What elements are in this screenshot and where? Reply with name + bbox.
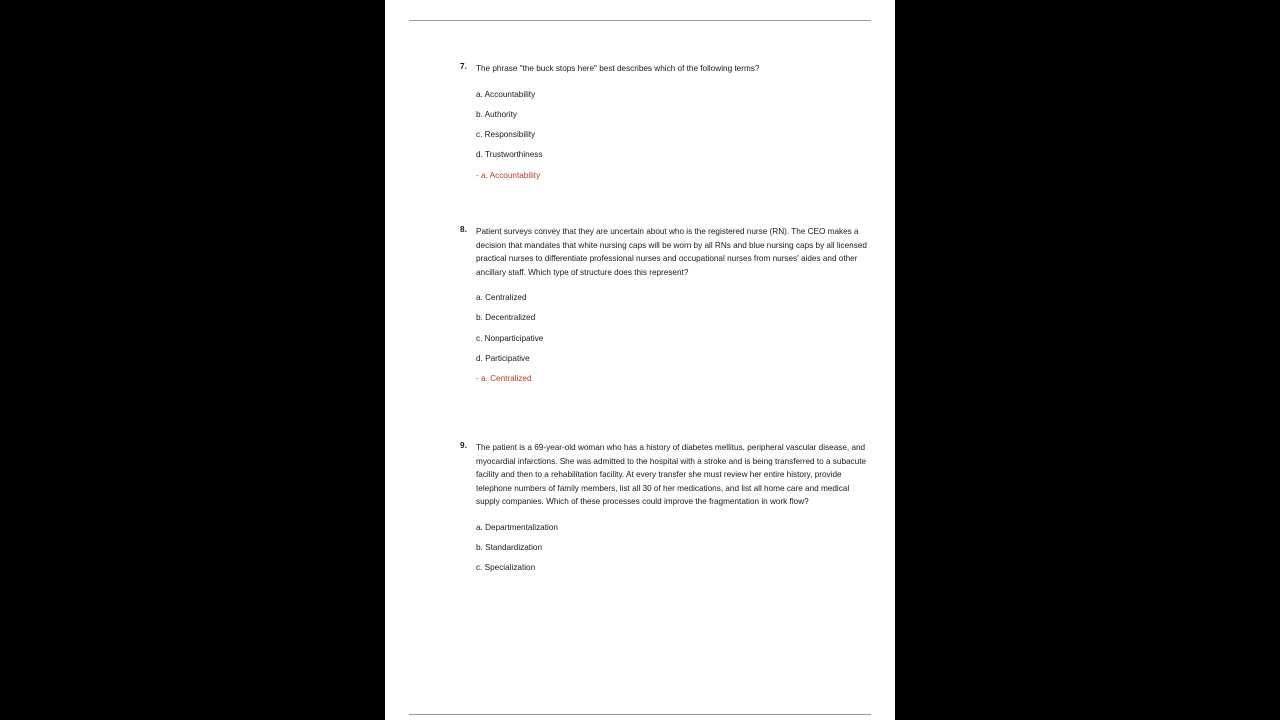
question-text: Patient surveys convey that they are uncertain about who is the registered nurse (RN). The CEO makes a decision that mandates that white nursing caps will be worn by all RNs and blue nursing caps by all licensed practical nurses to differentiate professional nurses and occupational nurses from nurses' aides and other ancillary staff. Which type of structure does this represent? — [476, 227, 867, 277]
option-item[interactable]: a. Departmentalization — [476, 522, 558, 532]
question-text: The phrase "the buck stops here" best describes which of the following terms? — [476, 64, 760, 73]
option-item[interactable]: c. Specialization — [476, 563, 536, 573]
question-text: The patient is a 69-year-old woman who has a history of diabetes mellitus, peripheral vascular disease, and myocardial infarctions. She was admitted to the hospital with a stroke and is being transferred to a subacute facility and then to a rehabilitation facility. At every transfer she must review her entire history, provide telephone numbers of family members, list all 30 of her medications, and list all home care and medical supply companies. Which of these processes could improve the fragmentation in work flow? — [476, 443, 867, 506]
question-row — [385, 225, 895, 279]
answer-text: - a. Accountability — [476, 170, 541, 180]
page-top-rule — [409, 20, 871, 21]
option-item[interactable]: b. Decentralized — [476, 313, 536, 323]
option-list — [385, 85, 895, 186]
option-list — [385, 518, 895, 579]
answer-text: - a. Centralized — [476, 374, 532, 384]
question-number: 9. — [460, 441, 468, 450]
question-block — [385, 441, 895, 578]
option-item[interactable]: b. Standardization — [476, 542, 542, 552]
option-item[interactable]: c. Nonparticipative — [476, 333, 544, 343]
question-row — [385, 441, 895, 509]
question-row — [385, 62, 895, 76]
option-item[interactable]: a. Centralized — [476, 293, 527, 302]
question-number: 7. — [460, 62, 468, 71]
option-item[interactable]: a. Accountability — [476, 89, 536, 99]
option-list — [385, 288, 895, 389]
question-number: 8. — [460, 225, 468, 234]
document-page — [385, 0, 895, 720]
question-block — [385, 225, 895, 389]
question-block — [385, 62, 895, 186]
option-item[interactable]: d. Participative — [476, 353, 530, 363]
option-item[interactable]: d. Trustworthiness — [476, 150, 543, 160]
option-item[interactable]: b. Authority — [476, 109, 517, 119]
option-item[interactable]: c. Responsibility — [476, 130, 536, 140]
page-bottom-rule — [409, 714, 871, 715]
